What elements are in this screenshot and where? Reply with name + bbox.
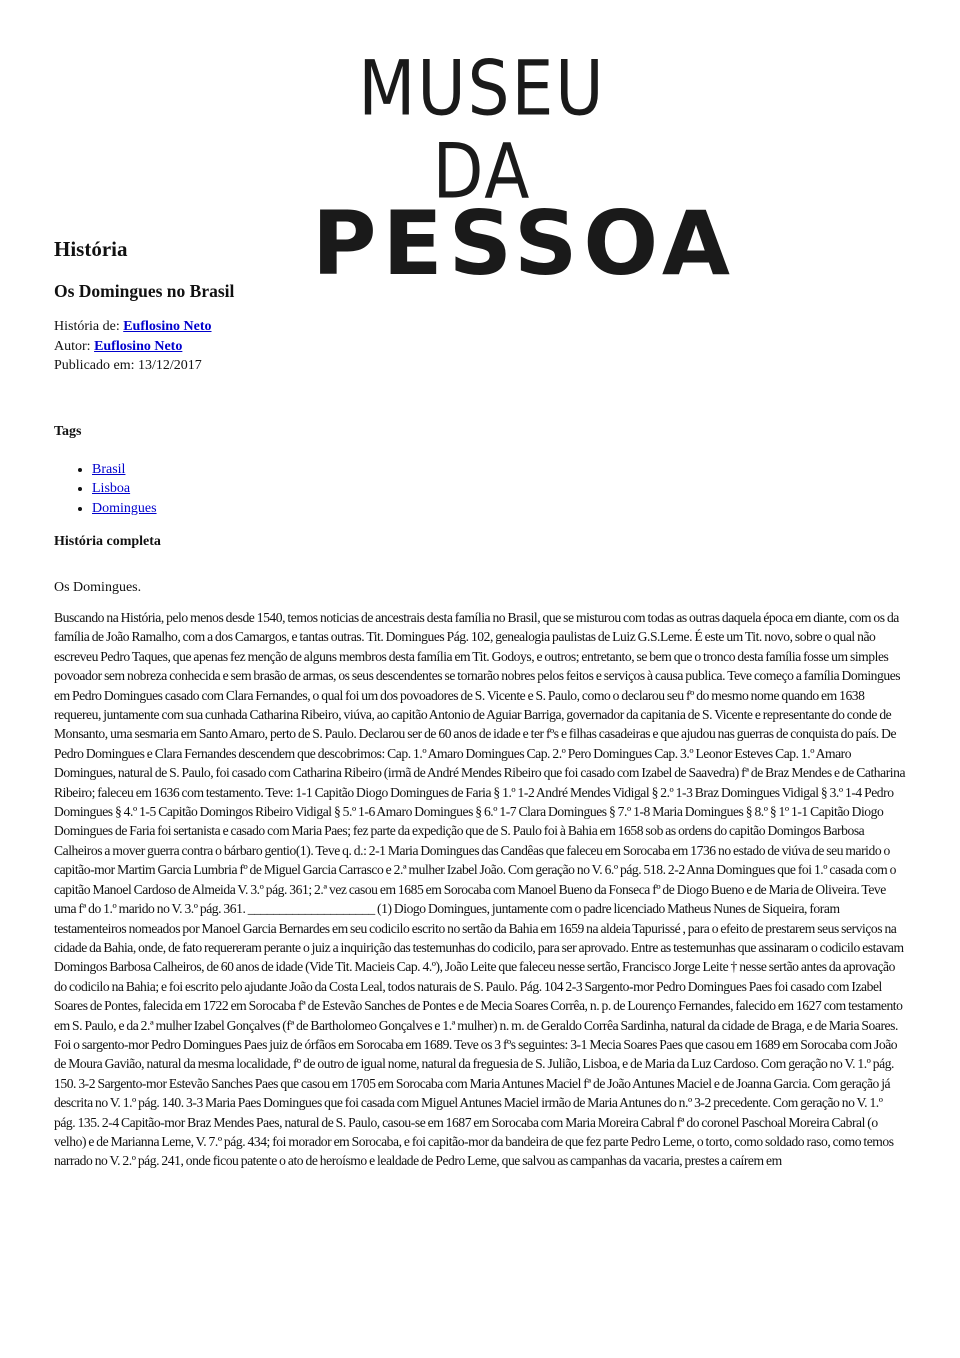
tag-link-lisboa[interactable]: Lisboa [92,481,131,496]
tag-item [92,479,906,499]
main-content [54,236,906,1171]
publicado-date: 13/12/2017 [138,358,202,373]
publicado-row [54,356,906,376]
story-meta [54,317,906,376]
autor-row [54,337,906,357]
section-title: História [54,237,128,261]
logo-line-1: MUSEU DA [358,44,606,216]
tag-link-brasil[interactable]: Brasil [92,461,126,477]
historia-de-row [54,317,906,337]
publicado-label: Publicado em: [54,358,135,373]
tags-list [54,460,906,519]
story-body: Buscando na História, pelo menos desde 1540, temos noticias de ancestrais desta família no Brasil, que se misturou com todas as outras daquela época em diante, com os da família de João Ramalho, com a dos Camargos, e tantas outras. Tit. Domingues Pág. 102, genealogia paulistas de Luiz G.S.Leme. É este um Tit. novo, sobre o qual não escreveu Pedro Taques, que apenas fez menção de alguns membros desta família em Tit. Godoys, e outros; entretanto, se bem que o tronco desta família fosse um simples povoador sem nobreza conhecida e sem brasão de armas, os seus descendentes se tornarão nobres pelos feitos e serviços à causa publica. Teve começo a família Domingues em Pedro Domingues casado com Clara Fernandes, o qual foi um dos povoadores de S. Vicente e S. Paulo, como o declarou seu fº do mesmo nome quando em 1638 requereu, juntamente com sua cunhada Catharina Ribeiro, viúva, ao capitão Antonio de Aguiar Barriga, governador da capitania de S. Vicente e representante do conde de Monsanto, uma sesmaria em Santo Amaro, perto de S. Paulo. Declarou ser de 60 anos de idade e ter fºs e filhas casadeiras e que ajudou nas guerras de conquista do país. De Pedro Domingues e Clara Fernandes descendem que descobrimos: Cap. 1.º Amaro Domingues Cap. 2.º Pero Domingues Cap. 3.º Leonor Esteves Cap. 1.º Amaro Domingues, natural de S. Paulo, foi casado com Catharina Ribeiro (irmã de André Mendes Ribeiro que foi casado com Izabel de Saavedra) fª de Braz Mendes e de Catharina Ribeiro; faleceu em 1636 com testamento. Teve: 1-1 Capitão Diogo Domingues de Faria § 1.º 1-2 André Mendes Vidigal § 2.º 1-3 Braz Domingues Vidigal § 3.º 1-4 Pedro Domingues § 4.º 1-5 Capitão Domingos Ribeiro Vidigal § 5.º 1-6 Amaro Domingues § 6.º 1-7 Clara Domingues § 7.º 1-8 Maria Domingues § 8.º § 1º 1-1 Capitão Diogo Domingues de Faria foi sertanista e casado com Maria Paes; fez parte da expedição que de S. Paulo foi à Bahia em 1658 sob as ordens do capitão Domingos Barbosa Calheiros a mover guerra contra o bárbaro gentio(1). Teve q. d.: 2-1 Maria Domingues das Candêas que faleceu em Sorocaba em 1736 no estado de viúva de seu marido o capitão-mor Martim Garcia Lumbria fº de Miguel Garcia Carrasco e 2.ª mulher Izabel João. Com geração no V. 6.º pág. 518. 2-2 Anna Domingues que foi 1.º casada com o capitão Manoel Cardoso de Almeida V. 3.º pág. 361; 2.ª vez casou em 1685 em Sorocaba com Manoel Bueno da Fonseca fº de Diogo Bueno e de Maria de Oliveira. Teve uma fª do 1.º marido no V. 3.º pág. 361. ____________________ (1) Diogo Domingues, juntamente com o padre licenciado Matheus Nunes de Siqueira, foram testamenteiros nomeados por Manoel Garcia Bernardes em seu codicilo escrito no sertão da Bahia em 1659 na aldeia Tapurissé , para o efeito de prestarem seus serviços na cidade da Bahia, onde, de fato requereram perante o juiz a inquirição das testemunhas do codicilo, para ser aprovado. Entre as testemunhas que assinaram o codicilo estavam Domingos Barbosa Calheiros, de 60 anos de idade (Vide Tit. Macieis Cap. 4.º), João Leite que faleceu nesse sertão, Francisco Jorge Leite † nesse sertão antes da aprovação do codicilo na Bahia; e foi escrito pelo ajudante João da Costa Leal, todos naturais de S. Paulo. Pág. 104 2-3 Sargento-mor Pedro Domingues Paes foi casado com Izabel Soares de Pontes, falecida em 1722 em Sorocaba fª de Estevão Sanches de Pontes e de Mecia Soares Corrêa, n. p. de Lourenço Fernandes, falecido em 1627 com testamento em S. Paulo, e da 2.ª mulher Izabel Gonçalves (fª de Bartholomeo Gonçalves e 1.ª mulher) n. m. de Geraldo Corrêa Sardinha, natural da cidade de Braga, e de Maria Soares. Foi o sargento-mor Pedro Domingues Paes juiz de órfãos em Sorocaba em 1689. Teve os 3 fºs seguintes: 3-1 Mecia Soares Paes que casou em 1689 em Sorocaba com João de Moura Gavião, natural da mesma localidade, fº de outro de igual nome, natural da freguesia de S. Julião, Lisboa, e de Maria da Luz Cardoso. Com geração no V. 1.º pág. 150. 3-2 Sargento-mor Estevão Sanches Paes que casou em 1705 em Sorocaba com Maria Antunes Maciel fª de João Antunes Maciel e de Joanna Garcia. Com geração já descrita no V. 1.º pág. 140. 3-3 Maria Paes Domingues que foi casada com Miguel Antunes Maciel irmão de Maria Antunes do n.º 3-2 precedente. Com geração no V. 1.º pág. 135. 2-4 Capitão-mor Braz Mendes Paes, natural de S. Paulo, casou-se em 1687 em Sorocaba com Maria Moreira Cabral fª do coronel Paschoal Moreira Cabral (o velho) e de Marianna Leme, V. 7.º pág. 434; foi morador em Sorocaba, e foi capitão-mor da bandeira de que fez parte Pedro Leme, o torto, como soldado raso, como temos narrado no V. 2.º pág. 241, onde ficou patente o ato de heroísmo e lealdade de Pedro Leme, que salvou as campanhas da vacaria, prestes a caírem em [54,610,906,1169]
historia-de-label: História de: [54,319,120,334]
story-title: Os Domingues no Brasil [54,281,235,301]
historia-de-link[interactable]: Euflosino Neto [123,319,212,334]
museu-da-pessoa-logo[interactable] [312,44,736,295]
tag-item [92,499,906,519]
logo-line-2: PESSOA [312,192,736,295]
tag-item [92,460,906,480]
tags-heading: Tags [54,423,82,439]
autor-label: Autor: [54,338,91,354]
autor-link[interactable]: Euflosino Neto [94,338,183,354]
story-heading: História completa [54,534,161,549]
tag-link-domingues[interactable]: Domingues [92,500,157,516]
story-intro: Os Domingues. [54,580,142,595]
